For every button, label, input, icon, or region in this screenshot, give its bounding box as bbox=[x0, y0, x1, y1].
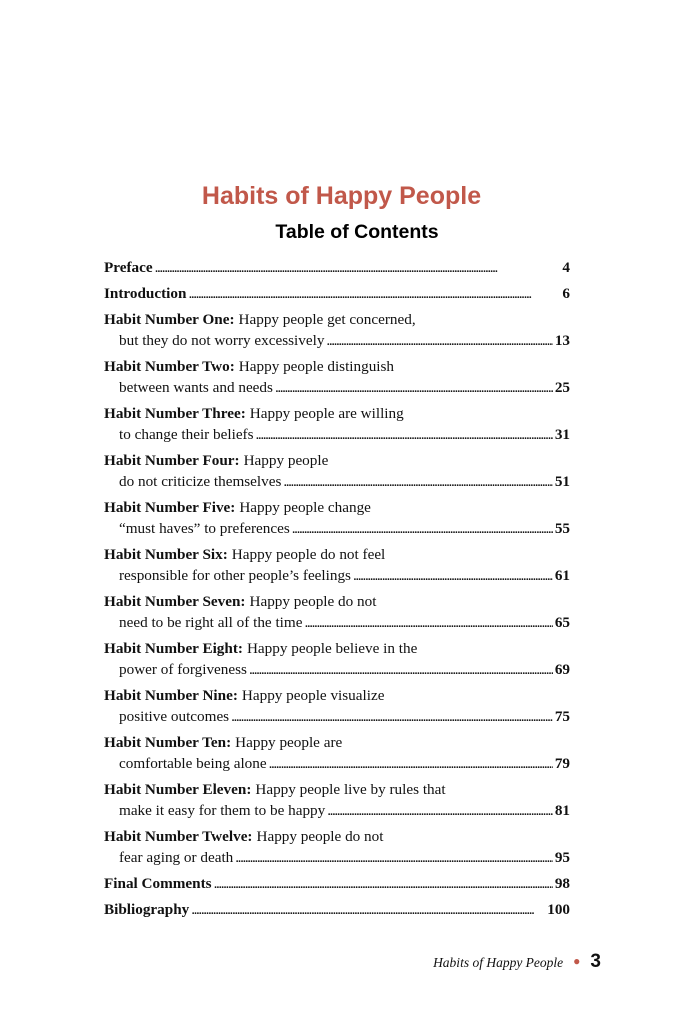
toc-page-number: 51 bbox=[554, 473, 570, 490]
dot-leader bbox=[292, 518, 553, 539]
toc-entry-bibliography[interactable] bbox=[104, 899, 570, 920]
toc-entry-subtitle: Happy people are bbox=[235, 734, 343, 751]
dot-leader bbox=[256, 424, 553, 445]
toc-page-number: 4 bbox=[562, 259, 570, 276]
toc-entry-label: Habit Number Eleven: bbox=[104, 781, 252, 798]
toc-entry-subtitle-continued: need to be right all of the time bbox=[119, 614, 303, 631]
toc-entry-label: Final Comments bbox=[104, 875, 212, 892]
toc-page-number: 65 bbox=[554, 614, 570, 631]
toc-entry-label: Habit Number Ten: bbox=[104, 734, 232, 751]
toc-entry-subtitle-continued: but they do not worry excessively bbox=[119, 332, 325, 349]
toc-entry-label: Bibliography bbox=[104, 901, 190, 918]
dot-leader bbox=[249, 659, 553, 680]
toc-entry-label: Habit Number Nine: bbox=[104, 687, 238, 704]
toc-page-number: 25 bbox=[554, 379, 570, 396]
toc-entry-habit[interactable] bbox=[104, 826, 570, 868]
dot-leader bbox=[283, 471, 552, 492]
toc-entry-subtitle: Happy people are willing bbox=[249, 405, 404, 422]
dot-leader bbox=[231, 706, 553, 727]
toc-entry-label: Preface bbox=[104, 259, 153, 276]
toc-entry-preface[interactable] bbox=[104, 257, 570, 278]
toc-page-number: 81 bbox=[554, 802, 570, 819]
toc-entry-subtitle: Happy people do not bbox=[256, 828, 384, 845]
dot-leader bbox=[235, 847, 553, 868]
bullet-icon: ● bbox=[573, 954, 581, 968]
toc-entry-subtitle-continued: between wants and needs bbox=[119, 379, 273, 396]
toc-entry-label: Habit Number Twelve: bbox=[104, 828, 253, 845]
toc-entry-subtitle-continued: fear aging or death bbox=[119, 849, 234, 866]
toc-entry-label: Habit Number Four: bbox=[104, 452, 240, 469]
dot-leader bbox=[326, 330, 552, 351]
toc-entry-subtitle-continued: power of forgiveness bbox=[119, 661, 247, 678]
toc-entry-subtitle-continued: responsible for other people’s feelings bbox=[119, 567, 351, 584]
toc-entry-introduction[interactable] bbox=[104, 283, 570, 304]
toc-entry-subtitle: Happy people do not feel bbox=[231, 546, 386, 563]
dot-leader bbox=[327, 800, 553, 821]
table-of-contents bbox=[104, 257, 570, 920]
toc-entry-habit[interactable] bbox=[104, 732, 570, 774]
page-footer bbox=[433, 951, 601, 973]
toc-heading: Table of Contents bbox=[275, 221, 439, 243]
toc-page-number: 6 bbox=[562, 285, 570, 302]
toc-entry-habit[interactable] bbox=[104, 638, 570, 680]
toc-entry-subtitle-continued: positive outcomes bbox=[119, 708, 230, 725]
dot-leader bbox=[304, 612, 552, 633]
toc-page-number: 31 bbox=[554, 426, 570, 443]
toc-entry-habit[interactable] bbox=[104, 497, 570, 539]
toc-entry-subtitle: Happy people get concerned, bbox=[238, 311, 416, 328]
toc-entry-subtitle-continued: comfortable being alone bbox=[119, 755, 267, 772]
toc-page-number: 13 bbox=[554, 332, 570, 349]
toc-entry-label: Habit Number Five: bbox=[104, 499, 236, 516]
toc-entry-final-comments[interactable] bbox=[104, 873, 570, 894]
toc-page-number: 100 bbox=[547, 901, 570, 918]
toc-page-number: 55 bbox=[554, 520, 570, 537]
running-title: Habits of Happy People bbox=[433, 955, 564, 970]
toc-entry-subtitle: Happy people bbox=[243, 452, 329, 469]
habit-entries bbox=[104, 309, 570, 868]
toc-entry-habit[interactable] bbox=[104, 591, 570, 633]
dot-leader bbox=[191, 899, 545, 920]
dot-leader bbox=[275, 377, 553, 398]
dot-leader bbox=[353, 565, 553, 586]
toc-entry-subtitle: Happy people believe in the bbox=[246, 640, 418, 657]
book-title: Habits of Happy People bbox=[201, 182, 482, 210]
toc-entry-habit[interactable] bbox=[104, 309, 570, 351]
toc-entry-subtitle: Happy people visualize bbox=[241, 687, 385, 704]
toc-page-number: 95 bbox=[554, 849, 570, 866]
toc-entry-label: Habit Number Seven: bbox=[104, 593, 246, 610]
toc-entry-habit[interactable] bbox=[104, 779, 570, 821]
toc-entry-label: Habit Number One: bbox=[104, 311, 235, 328]
toc-page-number: 75 bbox=[554, 708, 570, 725]
toc-entry-subtitle-continued: make it easy for them to be happy bbox=[119, 802, 326, 819]
toc-page-number: 69 bbox=[554, 661, 570, 678]
toc-entry-label: Habit Number Two: bbox=[104, 358, 235, 375]
toc-entry-habit[interactable] bbox=[104, 544, 570, 586]
toc-entry-habit[interactable] bbox=[104, 450, 570, 492]
toc-entry-habit[interactable] bbox=[104, 356, 570, 398]
dot-leader bbox=[155, 257, 561, 278]
toc-entry-label: Introduction bbox=[104, 285, 187, 302]
dot-leader bbox=[269, 753, 553, 774]
page-number: 3 bbox=[590, 951, 601, 972]
dot-leader bbox=[214, 873, 553, 894]
toc-page-number: 61 bbox=[554, 567, 570, 584]
toc-page-number: 98 bbox=[554, 875, 570, 892]
toc-entry-label: Habit Number Eight: bbox=[104, 640, 243, 657]
toc-entry-subtitle-continued: do not criticize themselves bbox=[119, 473, 282, 490]
toc-entry-label: Habit Number Six: bbox=[104, 546, 228, 563]
toc-entry-habit[interactable] bbox=[104, 685, 570, 727]
toc-entry-habit[interactable] bbox=[104, 403, 570, 445]
toc-entry-subtitle: Happy people live by rules that bbox=[255, 781, 446, 798]
toc-entry-subtitle-continued: to change their beliefs bbox=[119, 426, 254, 443]
toc-page-number: 79 bbox=[554, 755, 570, 772]
dot-leader bbox=[188, 283, 560, 304]
toc-entry-subtitle: Happy people distinguish bbox=[238, 358, 395, 375]
toc-entry-subtitle: Happy people do not bbox=[249, 593, 377, 610]
toc-entry-subtitle-continued: “must haves” to preferences bbox=[119, 520, 290, 537]
toc-entry-subtitle: Happy people change bbox=[239, 499, 371, 516]
toc-entry-label: Habit Number Three: bbox=[104, 405, 246, 422]
